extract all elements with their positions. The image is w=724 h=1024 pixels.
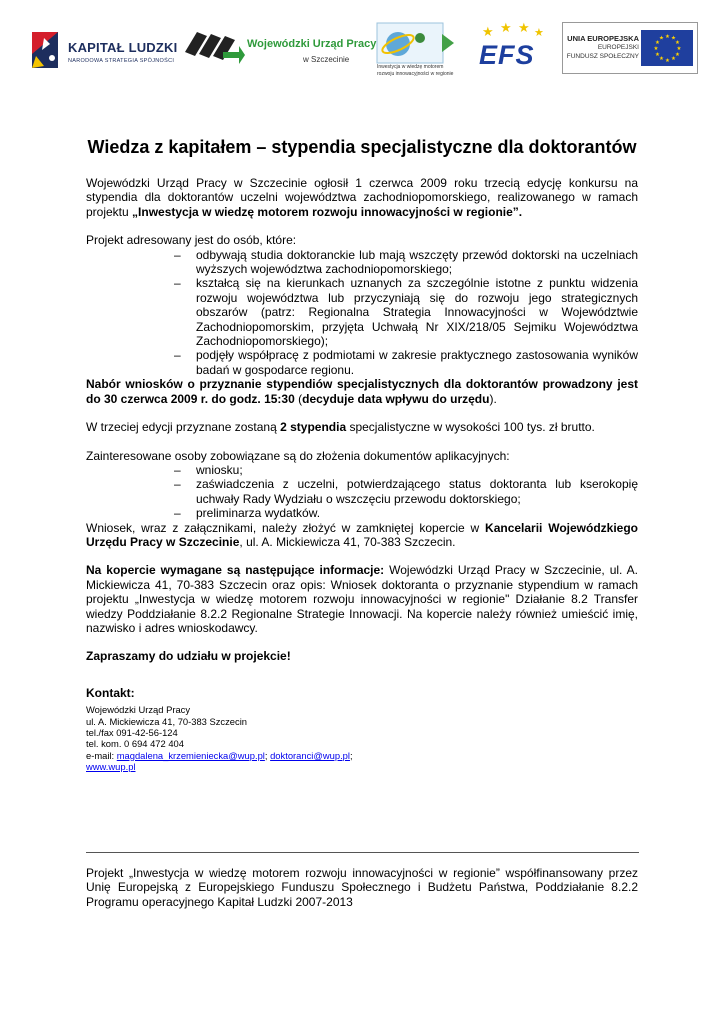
email-link-krzemieniecka[interactable]: magdalena_krzemieniecka@wup.pl <box>116 749 265 761</box>
ue-line2: EUROPEJSKI <box>597 44 639 51</box>
deadline-paragraph: Nabór wniosków o przyznanie stypendiów specjalistycznych dla doktorantów prowadzony jest do 30 czerwca 2009 r. do godz. 15:30 (decyduje data wpływu do urzędu). <box>86 377 638 406</box>
list-item: – preliminarza wydatków. <box>196 506 638 520</box>
kapital-ludzki-title: KAPITAŁ LUDZKI <box>68 40 178 55</box>
wup-logo <box>183 24 377 74</box>
efs-stars-icon <box>476 22 546 42</box>
contact-street: ul. A. Mickiewicza 41, 70-383 Szczecin <box>86 715 248 727</box>
svg-text:★: ★ <box>671 35 676 42</box>
efs-logo <box>476 22 546 78</box>
email-link-doktoranci[interactable]: doktoranci@wup.pl <box>270 749 350 761</box>
list-item: – odbywają studia doktoranckie lub mają wszczęty przewód doktorski na uczelniach wyższych województwa zachodniopomorskiego; <box>196 248 638 277</box>
invite-text: Zapraszamy do udziału w projekcie! <box>86 649 291 664</box>
envelope-paragraph: Na kopercie wymagane są następujące informacje: Wojewódzki Urząd Pracy w Szczecinie, ul. A. Mickiewicza 41, 70-383 Szczecin oraz opis: Wniosek doktoranta o przyznanie stypendium w ramach projektu „Inwestycja w wiedzę motorem rozwoju innowacyjności w regionie" Działanie 8.2 Transfer wiedzy Poddziałanie 8.2.2 Regionalne Strategie Innowacji. Na kopercie należy również umieścić imię, nazwisko i adres wnioskodawcy. <box>86 563 639 635</box>
svg-text:★: ★ <box>653 46 659 52</box>
svg-text:★: ★ <box>675 52 680 58</box>
wup-emblem-icon <box>183 24 245 70</box>
kapital-ludzki-subtitle: NARODOWA STRATEGIA SPÓJNOŚCI <box>68 58 175 64</box>
svg-text:★: ★ <box>655 52 660 58</box>
wup-name: Wojewódzki Urząd Pracy <box>247 38 377 50</box>
innowacje-emblem-icon <box>376 22 462 64</box>
efs-label: EFS <box>479 40 535 70</box>
eu-flag-icon <box>641 30 693 66</box>
contact-email-row: e-mail: magdalena_krzemieniecka@wup.pl; doktoranci@wup.pl; <box>86 749 353 761</box>
svg-text:★: ★ <box>671 56 676 62</box>
innowacje-line1: Inwestycja w wiedzę motorem <box>377 64 444 70</box>
contact-heading: Kontakt: <box>86 685 135 700</box>
project-name: „Inwestycja w wiedzę motorem rozwoju innowacyjności w regionie”. <box>132 204 523 219</box>
list-item: – zaświadczenia z uczelni, potwierdzającego status doktoranta lub kserokopię uchwały Rady Wydziału o wszczęciu przewodu doktorskiego; <box>196 477 638 506</box>
logo-header <box>28 18 700 84</box>
svg-text:★: ★ <box>675 40 680 46</box>
contact-website-row <box>86 761 638 772</box>
list-item: – kształcą się na kierunkach uznanych za szczególnie istotne z punktu widzenia rozwoju województwa lub przyczyniają się do rozwoju jego strategicznych obszarów (patrz: Regionalna Strategia Innowacyjności w Województwie Zachodniopomorskim, przyjęta Uchwałą Nr XIX/218/05 Sejmiku Województwa Zachodniopomorskiego); <box>196 276 638 348</box>
website-link[interactable]: www.wup.pl <box>86 761 136 773</box>
svg-text:★: ★ <box>665 34 670 40</box>
ue-line3: FUNDUSZ SPOŁECZNY <box>566 53 639 60</box>
ue-logo <box>562 22 698 74</box>
wup-city: w Szczecinie <box>303 55 350 64</box>
kapital-ludzki-emblem-icon <box>28 26 68 74</box>
innowacje-logo <box>376 22 464 80</box>
kapital-ludzki-logo <box>28 26 176 74</box>
contact-mobile: tel. kom. 0 694 472 404 <box>86 738 184 750</box>
count-paragraph: W trzeciej edycji przyznane zostaną 2 stypendia specjalistyczne w wysokości 100 tys. zł brutto. <box>86 420 595 435</box>
document-body <box>86 176 638 773</box>
svg-text:★: ★ <box>655 40 660 46</box>
svg-text:★: ★ <box>665 58 670 64</box>
footer-text: Projekt „Inwestycja w wiedzę motorem rozwoju innowacyjności w regionie” współfinansowany przez Unię Europejską z Europejskiego Funduszu Społecznego i Budżetu Państwa, Poddziałanie 8.2.2 Programu operacyjnego Kapitał Ludzki 2007-2013 <box>86 866 638 909</box>
audience-lead: Projekt adresowany jest do osób, które: <box>86 233 297 248</box>
submission-paragraph: Wniosek, wraz z załącznikami, należy złożyć w zamkniętej kopercie w Kancelarii Wojewódzkiego Urzędu Pracy w Szczecinie, ul. A. Mickiewicza 41, 70-383 Szczecin. <box>86 520 639 549</box>
svg-text:★: ★ <box>500 22 512 36</box>
innowacje-line2: rozwoju innowacyjności w regionie <box>377 71 454 77</box>
svg-text:★: ★ <box>534 26 544 39</box>
svg-text:★: ★ <box>482 25 494 40</box>
svg-text:★: ★ <box>676 46 682 52</box>
svg-text:★: ★ <box>659 35 664 42</box>
documents-list <box>86 463 638 521</box>
svg-text:★: ★ <box>518 22 530 36</box>
documents-lead: Zainteresowane osoby zobowiązane są do złożenia dokumentów aplikacyjnych: <box>86 448 510 463</box>
contact-block <box>86 704 638 772</box>
svg-text:★: ★ <box>659 56 664 62</box>
footer-divider <box>86 852 639 853</box>
contact-org: Wojewódzki Urząd Pracy <box>86 704 191 716</box>
list-item: – podjęły współpracę z podmiotami w zakresie praktycznego zastosowania wyników badań w gospodarce regionu. <box>196 348 638 377</box>
ue-line1: UNIA EUROPEJSKA <box>567 34 639 43</box>
intro-paragraph: Wojewódzki Urząd Pracy w Szczecinie ogłosił 1 czerwca 2009 roku trzecią edycję konkursu na stypendia dla doktorantów uczelni województwa zachodniopomorskiego, realizowanego w ramach projektu „Inwestycja w wiedzę motorem rozwoju innowacyjności w regionie”. <box>86 176 638 219</box>
list-item: – wniosku; <box>196 463 638 477</box>
audience-list <box>86 248 638 378</box>
contact-phone: tel./fax 091-42-56-124 <box>86 727 178 738</box>
document-title: Wiedza z kapitałem – stypendia specjalistyczne dla doktorantów <box>87 137 637 157</box>
